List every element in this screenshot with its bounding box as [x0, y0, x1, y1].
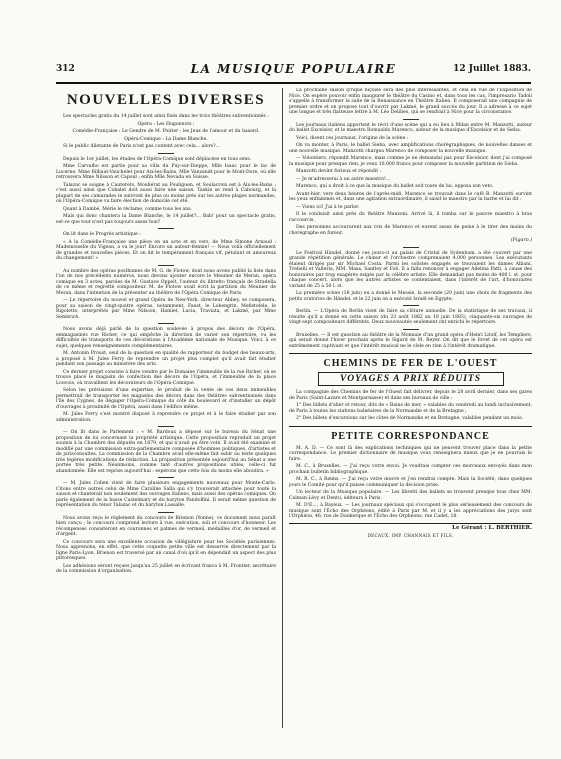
column-divider	[282, 88, 283, 728]
paragraph: Manzotti devint furieux et répondit :	[296, 169, 382, 174]
paragraph: Comédie-Française : Le Gendre de M. Poirier ; les Jeux de l'amour et du hasard.	[72, 129, 260, 134]
paragraph: Opéra-Comique : La Dame Blanche.	[124, 136, 208, 142]
separator	[158, 153, 174, 154]
issue-date: 12 Juillet 1883.	[453, 64, 531, 74]
paragraph: Les adhésions seront reçues jusqu'au 25 juillet en écrivant franco à M. Frontier, secrétaire de la commission d'organisation.	[56, 563, 276, 574]
right-column	[289, 88, 532, 738]
paragraph: M. D'E..., à Bayeux. — Les journaux spéciaux qui s'occupent le plus sérieusement des concours de musique sont l'Écho des Orphéons, édité à Paris par M. et il y a les appréciations des jurys sont l'Orphéon, 46, rue de Dunkerque et l'Écho des Orphéons, rue Cadet, 18.	[289, 503, 532, 519]
signature-block	[289, 523, 532, 539]
page-number: 312	[56, 64, 75, 74]
separator	[403, 305, 419, 306]
paragraph: M. A. D. — Ce sont là des explications techniques qui ne peuvent trouver place dans la petite correspondance. Le premier dictionnaire de musique vous renseignera mieux que je ne pourrais le faire.	[289, 445, 532, 462]
paragraph: Les journaux italiens apportent le récit d'une scène qui a eu lieu à Milan entre M. Manzotti, auteur du ballet Excelsior, et le maestro Romualdo Marenco, auteur de la musique d'Excelsior et de Sieba.	[289, 122, 532, 133]
paragraph: La prochaine saison lyrique niçoise sera des plus intéressantes, et cela en vue de l'Exposition de Nice. On espère pouvoir enfin inaugurer le théâtre du Casino et, dans tous les cas, l'impresario Tadoli s'appelle à transformer la salle de la Renaissance en Théâtre Italien. Il composerait une compagnie de premier ordre et on propose tout d'ouvrir par Lakmé, le grand succès du jour. Il a adressé à ce sujet une longue et très flatteuse lettre à M. Léo Delibes, qui se rendrait à Nice pour la circonstance.	[289, 88, 532, 115]
paragraph: — Volontiers, répondit Marenco, mais comme je ne demandai pas pour Excelsior, dont j'ai composé la musique pour presque rien, je veux 10,000 francs pour composer la nouvelle partition de Sieba.	[289, 156, 532, 167]
paragraph: Selon les prévisions d'une expertise, le produit de la vente de ces deux immeubles permettrait de transporter les magasins des décors dans des théâtres subventionnés dans l'île des Cygnes, de dégager l'Opéra-Comique du côté du boulevard et d'installer un dépôt d'ouvrages à proximité de l'Opéra, aussi dans l'édifice même.	[56, 388, 276, 410]
paragraph: Voici, disent ces journaux, l'origine de la scène :	[296, 135, 409, 141]
separator	[158, 477, 174, 478]
paragraph: Les spectacles gratis du 14 juillet sont ainsi fixés dans les trois théâtres subventionnés :	[63, 114, 269, 119]
printer-imprint: DECAUX. IMP. CHANNAIS ET FILS.	[367, 533, 454, 538]
paragraph: — On lit dans le Parlement : « M. Bardoux a déposé sur le bureau du Sénat une proposition de loi concernant la propriété artistique. Cette proposition reproduit un projet soumis à la Chambre des députés en 1879, et qui n'avait pu être voté. Il avait été examiné et modifié par une commission extra-parlementaire composée d'hommes politiques, d'artistes et de jurisconsultes. La commission de la Chambre avait elle-même fait subir au texte quelques très légères modifications de rédaction. La proposition présentée aujourd'hui au Sénat a une portée très petite. Néanmoins, comme tant d'autres propositions utiles, celle-ci fut abandonnée. Elle est reprise aujourd'hui : espérons que cette fois du moins elle aboutira. »	[56, 430, 276, 474]
journal-title: LA MUSIQUE POPULAIRE	[190, 62, 397, 76]
paragraph: Marenco, qui a droit à ce que la musique du ballet soit toute de lui, opposa son veto.	[296, 184, 494, 189]
paragraph: — Je m'adresserai à un autre maestro!...	[296, 176, 391, 182]
paragraph: M. R. C., à Reims. — J'ai reçu votre œuvre et j'en rendrai compte. Mais la Société, dans quelques jours le Comité pour qu'il puisse communiquer la décision prise.	[289, 477, 532, 488]
paragraph: Il le conduisit ainsi près du théâtre Manzoni. Arrivé là, il tomba sur le pauvre maestro à bras raccourcis.	[289, 212, 532, 223]
paragraph: Avant-hier, vers deux heures de l'après-midi, Marenco se trouvait dans le café B. Manzotti survint les yeux enflammés et, dans une agitation extraordinaire, il saisit le maestro par la barbe et lui dit :	[289, 191, 532, 202]
paragraph: M. Antonin Proust, seul de la question en qualité de rapporteur du budget des beaux-arts, a proposé à M. Jules Ferry de reprendre un projet plus complet qu'il avait fait étudier pendant son passage au ministère des arts.	[56, 351, 276, 367]
paragraph: Ce dernier projet consiste à faire vendre par le Domaine l'immeuble de la rue Richer, où se trouve placé le magasin de confection des décors de l'Opéra, et l'immeuble de la place Louvois, où travaillent les décorateurs de l'Opéra-Comique.	[56, 369, 276, 386]
left-column	[56, 88, 276, 728]
paragraph: Nous avons déjà parlé de la question soulevée à propos des décors de l'Opéra, emmagasinés rue Richer, ce qui empêche la direction de varier son répertoire, vu les difficultés de transports de ces décorations à l'Académie nationale de Musique. Voici, à ce sujet, quelques renseignements complémentaires.	[56, 327, 276, 349]
separator	[158, 512, 174, 513]
paragraph: La première scène (18 juin) eu a donné le Messie, la seconde (20 juin) une choix de fragments des petits oratorios de Händel, et le 22 juin on a exécuté Israël en Egypte.	[289, 291, 532, 302]
section-title-nouvelles: NOUVELLES DIVERSES	[66, 92, 266, 108]
paragraph: 2° Des billets d'excursions sur les côtes de Normandie et en Bretagne, valables pendant un mois.	[296, 416, 524, 421]
separator	[158, 323, 174, 324]
separator	[403, 329, 419, 330]
correspondence-heading: PETITE CORRESPONDANCE	[331, 430, 490, 442]
paragraph: On va monter, à Paris, le ballet Sieba, avec amplifications chorégraphiques, de nouvelles danses et une nouvelle musique. Manzotti chargea Marenco de composer la nouvelle musique.	[289, 143, 532, 154]
separator	[158, 228, 174, 229]
paragraph: — Viens ici! J'ai à te parler.	[296, 204, 360, 210]
paragraph: La compagnie des Chemins de fer de l'Ouest fait délivrer, depuis le 28 avril dernier, dans ses gares de Paris (Saint-Lazare et Montparnasse) et dans ses bureaux de ville :	[289, 390, 532, 401]
paragraph: Le Festival Händel, donné ces jours-ci au palais de Cristal de Sydenham, a été couvert par une grande répétition générale. Le chœur et l'orchestre comprenaient 4,000 personnes. Les exécutants étaient dirigés par sir Michael Costa. Parmi les solistes engagés se trouvaient les dames Albani, Trebelli et Valleria, MM. Maas, Santley et Foli. Il a fallu renoncer à engager Adelina Patti, à cause des honoraires par trop exagérés exigés par la célèbre artiste. Elle demandait pas moins de 400 l. st. pour chaque concert, alors que les autres artistes se contentaient, dans l'intérêt de l'art, d'honoraires variant de 25 à 50 l. st.	[289, 250, 532, 289]
paragraph: « A la Comédie-Française une pièce en un acte et en vers, de Mme Simone Arnaud : Mademoiselle du Vigean, a vu le jour! Encore un auteur-femme! — Nous voilà officiellement de grandes et nouvelles pièces. Et on dit le tempérament français vif, pétulant et amoureux du changement! »	[56, 239, 276, 261]
paragraph: Opéra : Les Huguenots ;	[137, 121, 195, 127]
paragraph: Talazac se soigne à Cauterets, Mouliérat au Pouliguen, et Soulacroix est à Aix-les-Bains ; c'est aussi ainsi que Cobalet doit aussi faire une saison. Taskin se rend à Cabourg, et la plupart de ses camarades le suivront de plus ou moins près sur les autres plages normandes, où l'Opéra-Comique va faire élection de domicile cet été.	[56, 182, 276, 204]
section-rule	[289, 353, 532, 354]
paragraph: Depuis le 1er juillet, les études de l'Opéra-Comique sont déplacées en tous sens.	[63, 156, 252, 162]
paragraph: On lit dans le Progrès artistique :	[63, 232, 141, 237]
paragraph: Mais qui donc chantera la Dame Blanche, le 14 juillet?... Bah! pour un spectacle gratis, est-ce que tout n'est pas toujours assez bon?	[56, 214, 276, 225]
section-rule	[289, 426, 532, 427]
railway-subheading: VOYAGES A PRIX RÉDUITS	[318, 372, 504, 386]
manager-signature: Le Gérant : L. BERTHIER.	[452, 524, 532, 531]
paragraph: Bruxelles. — Il est question au théâtre de la Monnaie d'un grand opéra d'Henri Litolf, les Templiers, qui serait donné l'hiver prochain après le Sigurd de M. Reyer. On dit que le livret de cet opéra est extrêmement captivant et que l'intérêt musical ne le cède en rien à l'intérêt dramatique.	[289, 332, 532, 349]
railway-heading: CHEMINS DE FER DE L'OUEST	[323, 358, 498, 369]
paragraph: Berlin. — L'Opéra de Berlin vient de faire sa clôture annuelle. De la statistique de ses travaux, il résulte qu'il a donné en cette saison (du 23 août 1882 au 18 juin 1883), cinquante-six ouvrages de vingt-sept compositeurs différents. Deux nouveautés seulement ont enrichi le répertoire.	[289, 309, 532, 325]
paragraph: Quant à Dambé, Mérie le réclame, comme tous les ans.	[63, 206, 193, 212]
paragraph: — Le répertoire du nouvel et grand Opéra de New-York, directeur Abbey, se composera, pour sa saison de vingt-quatre opéras, notamment, Faust, le Lohengrin, Mefistofele, le Rigoletto, interprétés par Mme Nilsson, Hamlet, Lucia, Traviata, et Lakmé, par Mme Sembrich.	[56, 298, 276, 320]
separator	[403, 247, 419, 248]
paragraph: — M. Jules Cohen vient de faire plusieurs engagements nouveaux pour Monte-Carlo. Citons entre autres celui de Mme Caroline Salla qui s'y trouverait attachée pour toute la saison et chanterait non seulement des ouvrages italiens, mais aussi des opéras comiques. On parle également de la basse Castelmary et du baryton Pandolfini. Il serait même question de représentation du ténor Talazac et du baryton Lassalle.	[56, 481, 276, 508]
separator	[158, 265, 174, 266]
paragraph: M. C., à Bruxelles. — J'ai reçu votre envoi. Je voudrais compter ces morceaux envoyés dans mon prochain bulletin bibliographique.	[289, 464, 532, 475]
paragraph: Au nombre des opéras posthumes de M. G. de Flotow, dont nous avons publié la liste dans l'un de nos précédents numéros, nous devons ajouter encore le Meunier de Meran, opéra comique en 3 actes, paroles de M. Gustave Oppelt, l'auteur du libretto français de Stradella de ce même et regretté compositeur. M. de Flotow avait écrit la partition du Meunier de Meran, dans l'intention de la présenter au théâtre de l'Opéra Comique de Paris.	[56, 268, 276, 296]
paragraph: Ce concours sera une excellente occasion de villégiature pour les Sociétés parisiennes. Nous apprenons, en effet, que cette coquette petite ville est desservie directement par la ligne Paris-Lyon. Brienon est traversé par un canal d'où qu'il en dépendait un aspect des plus pittoresques.	[56, 539, 276, 561]
paragraph: Un lecteur de la Musique populaire. — Les libretti des ballets se trouvent presque tous chez MM. Calman-Lévy et Dentu, éditeurs à Paris.	[289, 490, 532, 501]
paragraph: 1° Des billets d'aller et retour, dits de « Bains de mer, » valables du vendredi au lundi inclusivement, de Paris à toutes les stations balnéaires de la Normandie et de la Bretagne ;	[289, 403, 532, 414]
paragraph: Des personnes accoururent aux cris de Marenco et eurent assez de peine à le tirer des mains du chorégraphe en fureur.	[289, 225, 532, 236]
separator	[403, 119, 419, 120]
paragraph: Nous avons reçu le règlement du concours de Brienon (Yonne), ce document nous paraît bien conçu ; le concours comprend lecture à vue, exécution, soli et concours d'honneur. Les récompenses consisteront en couronnes et palmes de vermeil, médailles d'or, de vermeil et d'argent.	[56, 515, 276, 537]
paragraph: M. Jules Ferry s'est montré disposé à reprendre ce projet et à le faire étudier par son administration.	[56, 412, 276, 423]
paragraph: Si le public diletante de Paris n'est pas content avec cela... alors?...	[63, 144, 220, 149]
paragraph: Mme Carvalho est partie pour sa villa du Puy-sur-Dieppe, Mlle Isaac pour le lac de Lucerne, Mme Bilbaut-Vauchelet pour Aix-les-Bains, Mlle Vanzandt pour le Mont-Dore, où elle retrouvera Mme Nilsson et Capoul ; enfin Mlle Nevada en Suisse.	[56, 164, 276, 180]
page-header	[56, 62, 531, 84]
separator	[158, 426, 174, 427]
source-citation: (Figaro.)	[510, 238, 532, 243]
